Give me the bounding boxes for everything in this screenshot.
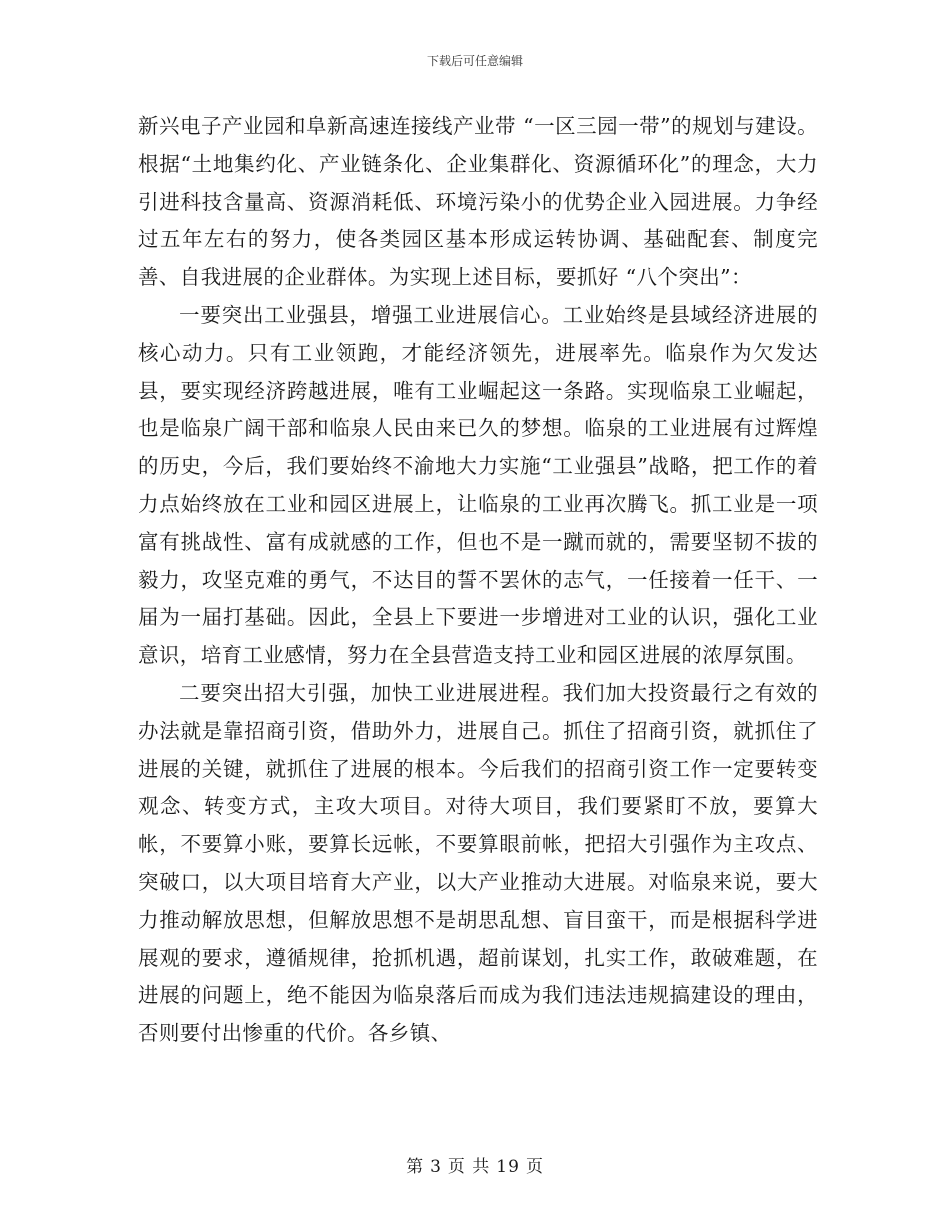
page-footer xyxy=(0,1152,950,1177)
document-body xyxy=(138,108,818,1053)
paragraph-continuation: 新兴电子产业园和阜新高速连接线产业带 “一区三园一带”的规划与建设。根据“土地集约化、产业链条化、企业集群化、资源循环化”的理念，大力引进科技含量高、资源消耗低、环境污染小的优势企业入园进展。力争经过五年左右的努力，使各类园区基本形成运转协调、基础配套、制度完善、自我进展的企业群体。为实现上述目标，要抓好 “八个突出”： xyxy=(138,114,818,290)
page-header xyxy=(0,52,950,69)
footer-middle: 页 共 xyxy=(447,1157,491,1177)
paragraph-point-one: 一要突出工业强县，增强工业进展信心。工业始终是县域经济进展的核心动力。只有工业领跑，才能经济领先，进展率先。临泉作为欠发达县，要实现经济跨越进展，唯有工业崛起这一条路。实现临泉工业崛起，也是临泉广阔干部和临泉人民由来已久的梦想。临泉的工业进展有过辉煌的历史，今后，我们要始终不渝地大力实施“工业强县”战略，把工作的着力点始终放在工业和园区进展上，让临泉的工业再次腾飞。抓工业是一项富有挑战性、富有成就感的工作，但也不是一蹴而就的，需要坚韧不拔的毅力，攻坚克难的勇气，不达目的誓不罢休的志气，一任接着一任干、一届为一届打基础。因此，全县上下要进一步增进对工业的认识，强化工业意识，培育工业感情，努力在全县营造支持工业和园区进展的浓厚氛围。 xyxy=(138,302,818,668)
footer-total-pages: 19 xyxy=(496,1157,520,1177)
footer-suffix: 页 xyxy=(525,1157,544,1177)
footer-prefix: 第 xyxy=(406,1157,425,1177)
footer-current-page: 3 xyxy=(430,1157,442,1177)
header-text: 下载后可任意编辑 xyxy=(426,54,523,68)
paragraph-point-two: 二要突出招大引强，加快工业进展进程。我们加大投资最行之有效的办法就是靠招商引资，借助外力，进展自己。抓住了招商引资，就抓住了进展的关键，就抓住了进展的根本。今后我们的招商引资工作一定要转变观念、转变方式，主攻大项目。对待大项目，我们要紧盯不放，要算大帐，不要算小账，要算长远帐，不要算眼前帐，把招大引强作为主攻点、突破口，以大项目培育大产业，以大产业推动大进展。对临泉来说，要大力推动解放思想，但解放思想不是胡思乱想、盲目蛮干，而是根据科学进展观的要求，遵循规律，抢抓机遇，超前谋划，扎实工作，敢破难题，在进展的问题上，绝不能因为临泉落后而成为我们违法违规搞建设的理由，否则要付出惨重的代价。各乡镇、 xyxy=(138,680,818,1046)
